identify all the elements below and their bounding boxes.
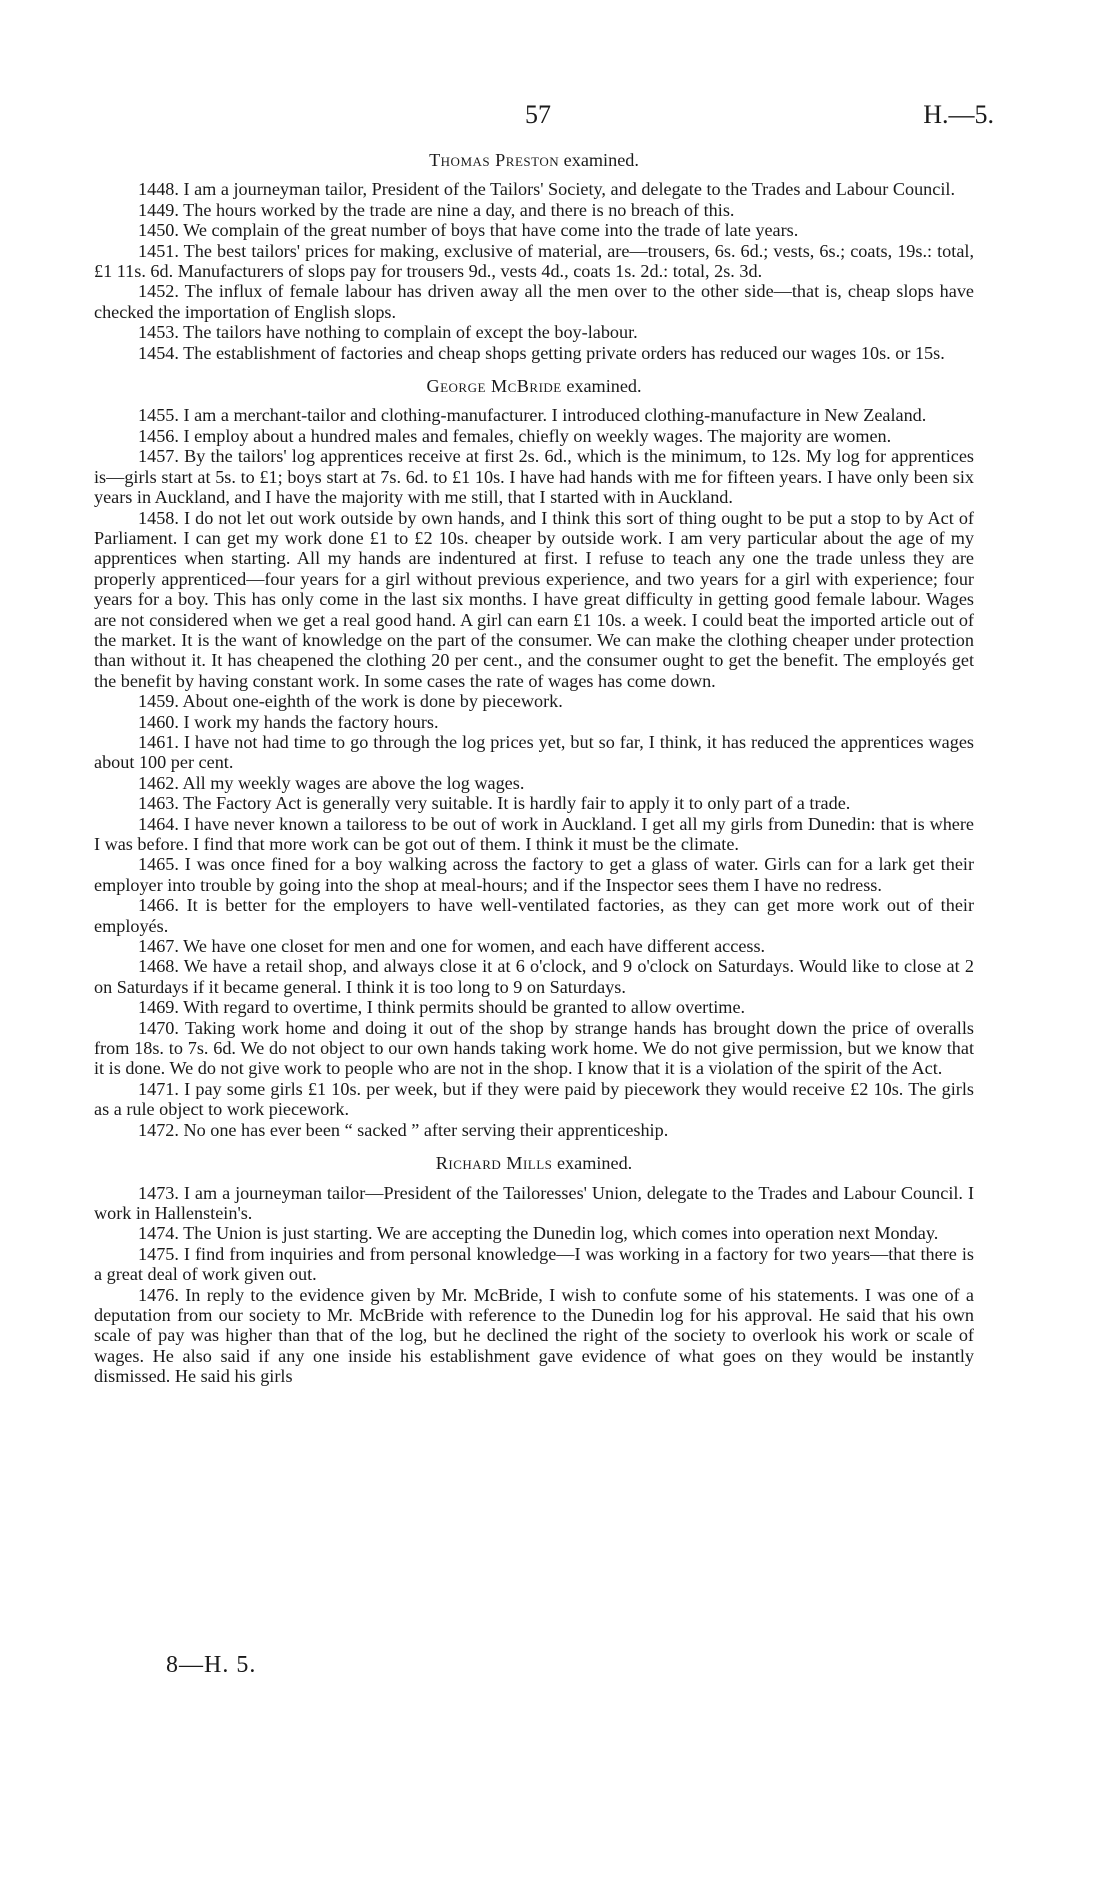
witness-heading [94, 150, 974, 170]
testimony-paragraph: 1470. Taking work home and doing it out of the shop by strange hands has brought down the price of overalls from 18s. to 7s. 6d. We do not object to our own hands taking work home. We do not give permission, but we know that it is done. We do not give work to people who are not in the shop. I know that it is a violation of the spirit of the Act. [94, 1017, 974, 1079]
witness-name: Richard Mills [435, 1153, 553, 1174]
testimony-paragraph: 1476. In reply to the evidence given by Mr. McBride, I wish to confute some of his statements. I was one of a deputation from our society to Mr. McBride with reference to the Dunedin log for his approval. He said that his own scale of pay was higher than that of the log, but he declined the right of the society to overlook his work or scale of wages. He also said if any one inside his establishment gave evidence of what goes on they would be instantly dismissed. He said his girls [94, 1284, 974, 1387]
testimony-paragraph: 1465. I was once fined for a boy walking across the factory to get a glass of water. Girls can for a lark get their employer into trouble by going into the shop at meal-hours; and if the Inspector sees them I have no redress. [94, 854, 974, 895]
page-number: 57 [525, 100, 551, 129]
testimony-paragraph: 1474. The Union is just starting. We are accepting the Dunedin log, which comes into operation next Monday. [138, 1223, 939, 1244]
testimony-paragraph: 1460. I work my hands the factory hours. [138, 711, 439, 732]
document-reference: H.—5. [923, 100, 994, 129]
witness-heading [94, 1153, 974, 1173]
testimony-paragraph: 1463. The Factory Act is generally very suitable. It is hardly fair to apply it to only part of a trade. [138, 793, 851, 814]
witness-name: Thomas Preston [429, 150, 560, 170]
testimony-paragraph: 1469. With regard to overtime, I think permits should be granted to allow overtime. [138, 997, 746, 1018]
testimony-paragraph: 1471. I pay some girls £1 10s. per week, but if they were paid by piecework they would receive £2 10s. The girls as a rule object to work piecework. [94, 1078, 974, 1120]
testimony-paragraph: 1464. I have never known a tailoress to be out of work in Auckland. I get all my girls from Dunedin: that is where I was before. I find that more work can be got out of them. I think it must be the climate. [94, 813, 974, 854]
signature-mark: 8—H. 5. [166, 1652, 257, 1678]
testimony-paragraph: 1457. By the tailors' log apprentices receive at first 2s. 6d., which is the minimum, to 12s. My log for apprentices is—girls start at 5s. to £1; boys start at 7s. 6d. to £1 10s. I have had hands with me for fifteen years. I have only been six years in Auckland, and I have the majority with me still, that I started with in Auckland. [94, 446, 974, 508]
witness-suffix: examined. [559, 150, 639, 170]
witness-heading [94, 376, 974, 396]
testimony-paragraph: 1461. I have not had time to go through the log prices yet, but so far, I think, it has reduced the apprentices wages about 100 per cent. [94, 731, 974, 773]
page-header [0, 100, 1114, 140]
testimony-paragraph: 1456. I employ about a hundred males and females, chiefly on weekly wages. The majority are women. [138, 425, 892, 446]
testimony-paragraph: 1466. It is better for the employers to have well-ventilated factories, as they can get more work out of their employés. [94, 895, 974, 936]
testimony-paragraph: 1475. I find from inquiries and from personal knowledge—I was working in a factory for two years—that there is a great deal of work given out. [94, 1243, 974, 1285]
testimony-paragraph: 1451. The best tailors' prices for making, exclusive of material, are—trousers, 6s. 6d.; vests, 6s.; coats, 19s.: total, £1 11s. 6d. Manufacturers of slops pay for trousers 9d., vests 4d., coats 1s. 2d.: total, 2s. 3d. [94, 240, 974, 282]
testimony-paragraph: 1468. We have a retail shop, and always close it at 6 o'clock, and 9 o'clock on Saturdays. Would like to close at 2 on Saturdays if it became general. I think it is too long to 9 on Saturdays. [94, 956, 974, 997]
document-body [94, 150, 974, 1387]
testimony-paragraph: 1458. I do not let out work outside by own hands, and I think this sort of thing ought to be put a stop to by Act of Parliament. I can get my work done £1 to £2 10s. cheaper by outside work. I am very particular about the age of my apprentices when starting. All my hands are indentured at first. I refuse to teach any one the trade unless they are properly apprenticed—four years for a girl without previous experience, and two years for a girl with experience; four years for a boy. This has only come in the last six months. I have great difficulty in getting good female labour. Wages are not considered when we get a real good hand. A girl can earn £1 10s. a week. I could beat the imported article out of the market. It is the want of knowledge on the part of the consumer. We can make the clothing cheaper under protection than without it. It has cheapened the clothing 20 per cent., and the consumer ought to get the benefit. The employés get the benefit by having constant work. In some cases the rate of wages has come down. [94, 507, 974, 691]
testimony-paragraph: 1473. I am a journeyman tailor—President of the Tailoresses' Union, delegate to the Trades and Labour Council. I work in Hallenstein's. [94, 1182, 974, 1223]
testimony-paragraph: 1452. The influx of female labour has driven away all the men over to the other side—that is, cheap slops have checked the importation of English slops. [94, 281, 974, 322]
testimony-paragraph: 1462. All my weekly wages are above the log wages. [138, 772, 525, 793]
witness-suffix: examined. [561, 376, 642, 397]
testimony-paragraph: 1472. No one has ever been “ sacked ” after serving their apprenticeship. [138, 1119, 669, 1140]
testimony-paragraph: 1459. About one-eighth of the work is done by piecework. [138, 691, 563, 712]
testimony-paragraph: 1455. I am a merchant-tailor and clothing-manufacturer. I introduced clothing-manufacture in New Zealand. [138, 405, 927, 426]
witness-name: George McBride [426, 376, 562, 397]
testimony-paragraph: 1448. I am a journeyman tailor, President of the Tailors' Society, and delegate to the Trades and Labour Council. [138, 179, 955, 200]
testimony-paragraph: 1454. The establishment of factories and cheap shops getting private orders has reduced our wages 10s. or 15s. [138, 342, 945, 363]
testimony-paragraph: 1450. We complain of the great number of boys that have come into the trade of late years. [138, 220, 799, 241]
testimony-paragraph: 1449. The hours worked by the trade are nine a day, and there is no breach of this. [138, 199, 735, 220]
witness-suffix: examined. [552, 1153, 633, 1174]
testimony-paragraph: 1467. We have one closet for men and one for women, and each have different access. [138, 936, 766, 957]
testimony-paragraph: 1453. The tailors have nothing to complain of except the boy-labour. [138, 322, 638, 343]
